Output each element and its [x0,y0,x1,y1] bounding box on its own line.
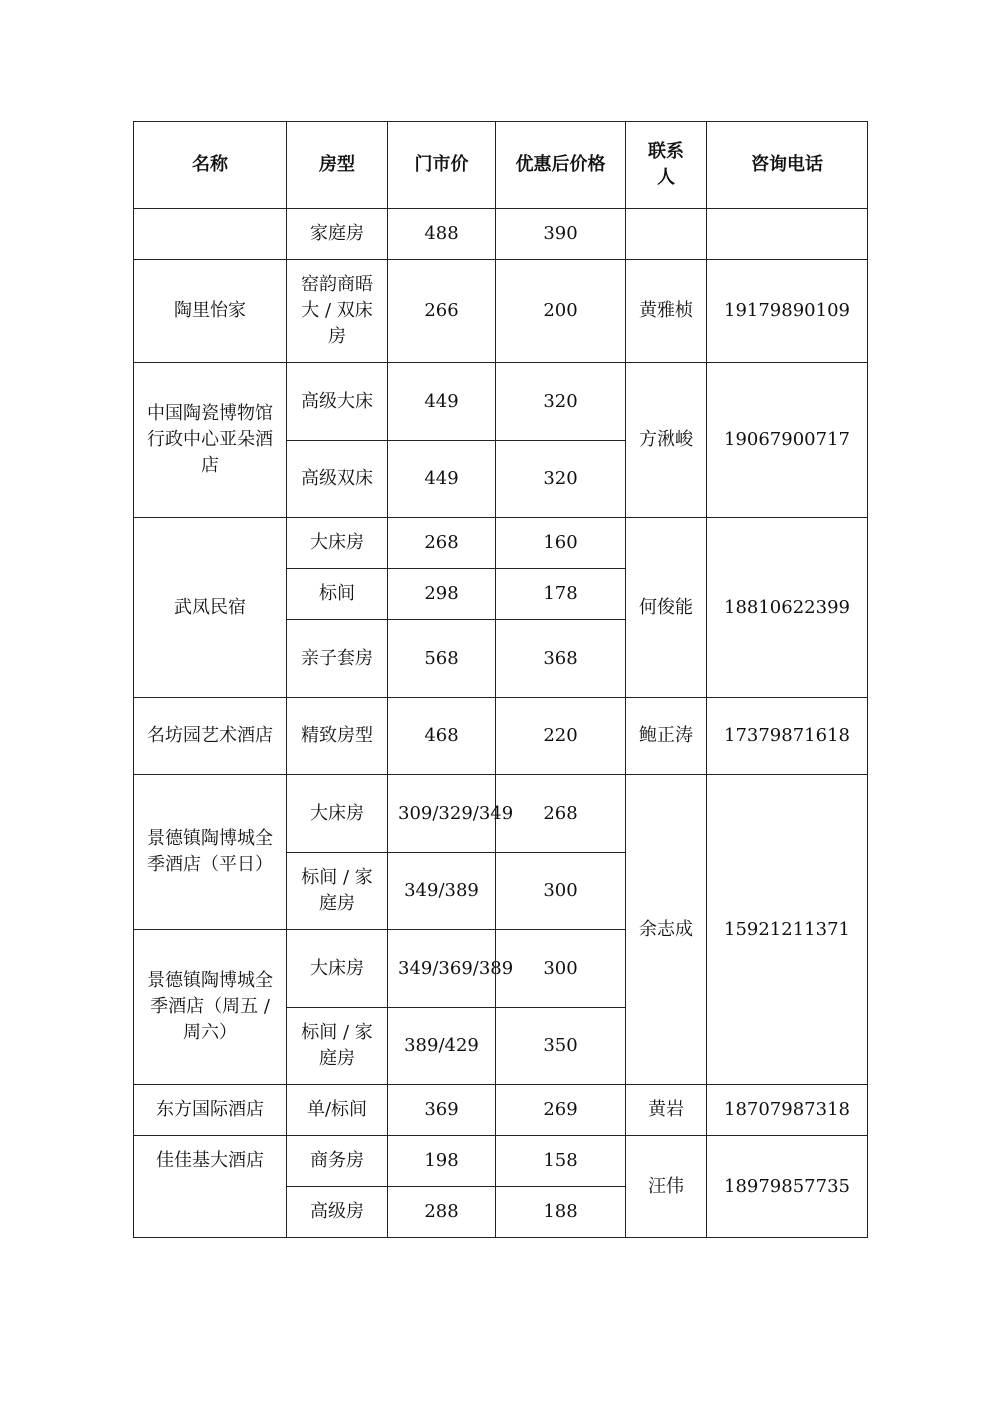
discount-price-cell: 300 [496,853,626,930]
room-type-cell: 高级大床 [287,363,388,441]
room-type-cell: 标间 / 家庭房 [287,853,388,930]
hotel-name-cell: 景德镇陶博城全季酒店（平日） [134,775,287,930]
rack-price-cell: 449 [388,441,496,518]
rack-price-cell: 488 [388,209,496,260]
rack-price-cell: 288 [388,1187,496,1238]
discount-price-cell: 220 [496,698,626,775]
phone-cell: 15921211371 [707,775,868,1085]
header-contact: 联系人 [626,122,707,209]
contact-cell: 方湫峻 [626,363,707,518]
table-row [134,260,868,363]
room-type-cell: 标间 [287,569,388,620]
rack-price-cell: 349/389 [388,853,496,930]
room-type-cell: 标间 / 家庭房 [287,1008,388,1085]
room-type-cell: 大床房 [287,775,388,853]
rack-price-cell: 468 [388,698,496,775]
contact-cell: 余志成 [626,775,707,1085]
hotel-name-cell: 东方国际酒店 [134,1085,287,1136]
phone-cell [707,209,868,260]
discount-price-cell: 320 [496,363,626,441]
room-type-cell: 高级双床 [287,441,388,518]
contact-cell: 黄雅桢 [626,260,707,363]
discount-price-cell: 320 [496,441,626,518]
hotel-price-table [133,121,868,1238]
hotel-name-cell: 景德镇陶博城全季酒店（周五 / 周六） [134,930,287,1085]
table-row [134,1136,868,1187]
header-row [134,122,868,209]
rack-price-cell: 298 [388,569,496,620]
contact-cell: 何俊能 [626,518,707,698]
room-type-cell: 高级房 [287,1187,388,1238]
contact-cell [626,209,707,260]
rack-price-cell: 268 [388,518,496,569]
discount-price-cell: 178 [496,569,626,620]
phone-cell: 18979857735 [707,1136,868,1238]
rack-price-cell: 198 [388,1136,496,1187]
contact-cell: 汪伟 [626,1136,707,1238]
room-type-cell: 家庭房 [287,209,388,260]
discount-price-cell: 200 [496,260,626,363]
header-room-type: 房型 [287,122,388,209]
discount-price-cell: 158 [496,1136,626,1187]
phone-cell: 19067900717 [707,363,868,518]
hotel-name-cell: 中国陶瓷博物馆行政中心亚朵酒店 [134,363,287,518]
room-type-cell: 大床房 [287,518,388,569]
discount-price-cell: 188 [496,1187,626,1238]
table-row [134,209,868,260]
room-type-cell: 亲子套房 [287,620,388,698]
header-discount-price: 优惠后价格 [496,122,626,209]
contact-cell: 黄岩 [626,1085,707,1136]
hotel-name-cell: 名坊园艺术酒店 [134,698,287,775]
hotel-name-cell [134,209,287,260]
discount-price-cell: 390 [496,209,626,260]
discount-price-cell: 368 [496,620,626,698]
hotel-name-cell: 陶里怡家 [134,260,287,363]
contact-cell: 鲍正涛 [626,698,707,775]
header-phone: 咨询电话 [707,122,868,209]
phone-cell: 18810622399 [707,518,868,698]
table-row [134,363,868,441]
hotel-name-cell: 佳佳基大酒店 [134,1136,287,1238]
table-row [134,698,868,775]
table-row [134,775,868,853]
rack-price-cell: 349/369/389 [388,930,496,1008]
rack-price-cell: 389/429 [388,1008,496,1085]
header-rack-price: 门市价 [388,122,496,209]
phone-cell: 19179890109 [707,260,868,363]
discount-price-cell: 269 [496,1085,626,1136]
header-name: 名称 [134,122,287,209]
table-row [134,1085,868,1136]
discount-price-cell: 350 [496,1008,626,1085]
room-type-cell: 商务房 [287,1136,388,1187]
room-type-cell: 大床房 [287,930,388,1008]
table-row [134,518,868,569]
rack-price-cell: 449 [388,363,496,441]
room-type-cell: 窑韵商晤大 / 双床房 [287,260,388,363]
room-type-cell: 精致房型 [287,698,388,775]
rack-price-cell: 568 [388,620,496,698]
rack-price-cell: 369 [388,1085,496,1136]
hotel-name-cell: 武凤民宿 [134,518,287,698]
room-type-cell: 单/标间 [287,1085,388,1136]
discount-price-cell: 268 [496,775,626,853]
discount-price-cell: 160 [496,518,626,569]
phone-cell: 17379871618 [707,698,868,775]
rack-price-cell: 266 [388,260,496,363]
discount-price-cell: 300 [496,930,626,1008]
rack-price-cell: 309/329/349 [388,775,496,853]
phone-cell: 18707987318 [707,1085,868,1136]
